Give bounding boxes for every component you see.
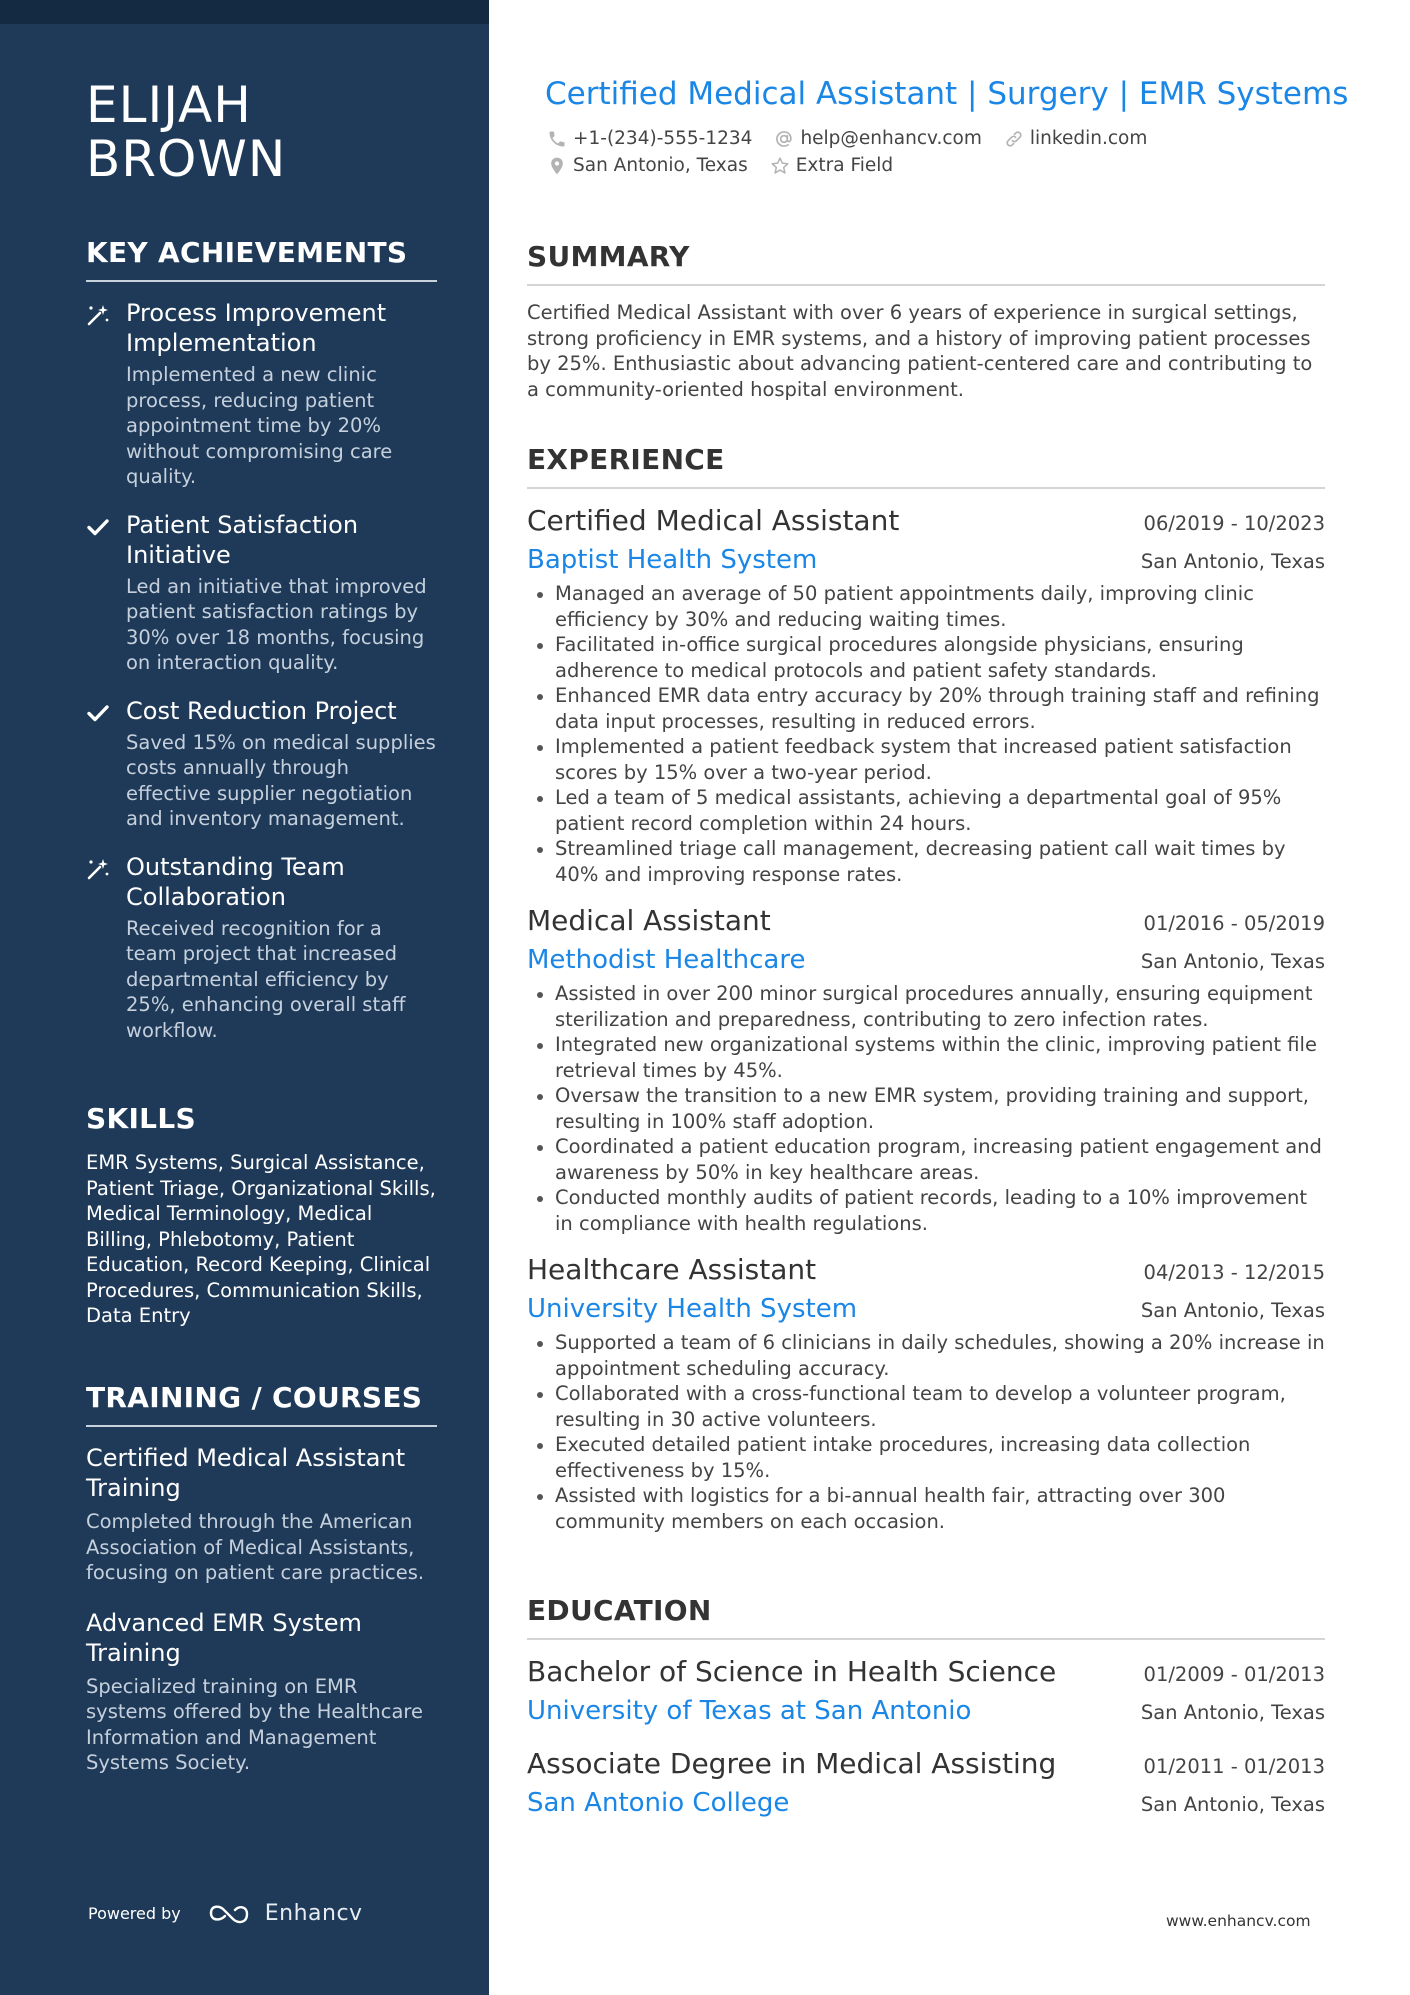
at-sign-icon [774,129,794,149]
checkmark-icon [86,515,110,539]
degree-title: Bachelor of Science in Health Science [527,1655,1057,1688]
enhancv-logo-icon [207,1900,255,1926]
checkmark-icon [86,701,110,725]
location-text: San Antonio, Texas [573,155,748,176]
job-title: Medical Assistant [527,904,771,937]
school-location: San Antonio, Texas [1140,1701,1325,1724]
contact-email [774,128,981,149]
degree-title: Associate Degree in Medical Assisting [527,1747,1057,1780]
course-title: Advanced EMR System Training [86,1608,362,1667]
achievement-title: Patient Satisfaction Initiative [126,510,359,569]
enhancv-brand: Enhancv [264,1900,363,1926]
job-entry [527,503,1325,887]
course-item [86,1608,437,1776]
job-entry [527,1252,1325,1534]
achievement-title: Outstanding Team Collaboration [126,852,345,911]
key-achievements-heading: KEY ACHIEVEMENTS [86,236,437,282]
education-heading: EDUCATION [527,1594,1325,1640]
powered-by [88,1900,363,1926]
education-dates: 01/2011 - 01/2013 [1143,1755,1325,1778]
job-bullet: Supported a team of 6 clinicians in daily schedules, showing a 20% increase in appointment scheduling accuracy. [527,1330,1325,1381]
link-icon [1004,129,1024,149]
job-location: San Antonio, Texas [1140,550,1325,573]
job-dates: 01/2016 - 05/2019 [1143,912,1325,935]
summary-section [527,240,1325,402]
education-section [527,1594,1325,1838]
contact-location [547,155,748,176]
job-location: San Antonio, Texas [1140,1299,1325,1322]
contact-row [547,128,1169,149]
name-first: ELIJAH [86,76,252,134]
education-dates: 01/2009 - 01/2013 [1143,1663,1325,1686]
job-title: Healthcare Assistant [527,1253,817,1286]
magic-wand-icon [86,303,110,327]
school-name: San Antonio College [527,1788,790,1818]
job-entry [527,903,1325,1236]
job-bullet: Coordinated a patient education program, increasing patient engagement and awareness by 50% in key healthcare areas. [527,1134,1325,1185]
job-bullet: Collaborated with a cross-functional team to develop a volunteer program, resulting in 30 active volunteers. [527,1381,1325,1432]
key-achievements-section [86,236,437,1063]
extra-field-text: Extra Field [795,155,894,176]
job-company: University Health System [527,1294,858,1324]
website-link[interactable]: www.enhancv.com [1166,1912,1311,1930]
phone-text: +1-(234)-555-1234 [573,128,753,149]
job-bullets [527,981,1325,1236]
training-section [86,1381,437,1798]
job-bullets [527,1330,1325,1534]
contact-phone [547,128,752,149]
job-title: Certified Medical Assistant [527,504,900,537]
achievement-description: Saved 15% on medical supplies costs annually through effective supplier negotiation and inventory management. [126,730,436,830]
job-bullets [527,581,1325,887]
contact-row-secondary [547,155,915,176]
job-bullet: Oversaw the transition to a new EMR system, providing training and support, resulting in 100% staff adoption. [527,1083,1325,1134]
job-bullet: Assisted with logistics for a bi-annual health fair, attracting over 300 community members on each occasion. [527,1483,1325,1534]
achievement-item [86,852,437,1044]
job-dates: 04/2013 - 12/2015 [1143,1261,1325,1284]
achievement-item [86,510,437,676]
star-icon [770,156,790,176]
course-description: Specialized training on EMR systems offered by the Healthcare Information and Management Systems Society. [86,1674,423,1774]
achievement-title: Process Improvement Implementation [126,299,387,357]
job-bullet: Led a team of 5 medical assistants, achieving a departmental goal of 95% patient record completion within 24 hours. [527,785,1325,836]
achievement-item [86,696,437,832]
powered-by-label: Powered by [88,1903,181,1923]
education-entry [527,1654,1325,1728]
job-location: San Antonio, Texas [1140,950,1325,973]
job-bullet: Facilitated in-office surgical procedures alongside physicians, ensuring adherence to medical protocols and patient safety standards. [527,632,1325,683]
linkedin-text: linkedin.com [1029,128,1148,149]
training-heading: TRAINING / COURSES [86,1381,437,1427]
candidate-name [86,78,466,186]
job-bullet: Enhanced EMR data entry accuracy by 20% through training staff and refining data input processes, resulting in reduced errors. [527,683,1325,734]
job-bullet: Executed detailed patient intake procedures, increasing data collection effectiveness by 15%. [527,1432,1325,1483]
school-name: University of Texas at San Antonio [527,1696,972,1726]
contact-extra [770,155,893,176]
contact-linkedin [1004,128,1147,149]
course-item [86,1443,437,1586]
skills-section [86,1102,437,1329]
achievement-title: Cost Reduction Project [126,696,397,725]
sidebar-top-band [0,0,489,24]
job-bullet: Managed an average of 50 patient appointments daily, improving clinic efficiency by 30% and reducing waiting times. [527,581,1325,632]
job-company: Methodist Healthcare [527,945,806,975]
experience-section [527,443,1325,1550]
achievement-item [86,298,437,490]
headline: Certified Medical Assistant | Surgery | EMR Systems [545,76,1349,112]
achievement-description: Led an initiative that improved patient satisfaction ratings by 30% over 18 months, focusing on interaction quality. [126,574,427,674]
job-bullet: Streamlined triage call management, decreasing patient call wait times by 40% and improving response rates. [527,836,1325,887]
location-pin-icon [547,156,567,176]
skills-heading: SKILLS [86,1102,196,1135]
summary-heading: SUMMARY [527,240,1325,286]
experience-heading: EXPERIENCE [527,443,1325,489]
job-bullet: Assisted in over 200 minor surgical procedures annually, ensuring equipment sterilization and preparedness, contributing to zero infection rates. [527,981,1325,1032]
email-text: help@enhancv.com [800,128,982,149]
job-bullet: Conducted monthly audits of patient records, leading to a 10% improvement in compliance with health regulations. [527,1185,1325,1236]
name-last: BROWN [86,130,287,188]
course-title: Certified Medical Assistant Training [86,1444,406,1502]
magic-wand-icon [86,857,110,881]
achievement-description: Received recognition for a team project that increased departmental efficiency by 25%, enhancing overall staff workflow. [126,916,406,1042]
school-location: San Antonio, Texas [1140,1793,1325,1816]
job-dates: 06/2019 - 10/2023 [1143,512,1325,535]
summary-text: Certified Medical Assistant with over 6 years of experience in surgical settings, strong proficiency in EMR systems, and a history of improving patient processes by 25%. Enthusiastic about advancing patient-centered care and contributing to a community-oriented hospital environment. [527,301,1313,401]
phone-icon [547,129,567,149]
course-description: Completed through the American Association of Medical Assistants, focusing on patient care practices. [86,1510,425,1584]
job-bullet: Implemented a patient feedback system that increased patient satisfaction scores by 15% over a two-year period. [527,734,1325,785]
job-company: Baptist Health System [527,545,818,575]
job-bullet: Integrated new organizational systems within the clinic, improving patient file retrieval times by 45%. [527,1032,1325,1083]
sidebar [0,0,489,1995]
education-entry [527,1746,1325,1820]
skills-list: EMR Systems, Surgical Assistance, Patient Triage, Organizational Skills, Medical Terminology, Medical Billing, Phlebotomy, Patient Education, Record Keeping, Clinical Procedures, Communication Skills, Data Entry [86,1151,436,1327]
achievement-description: Implemented a new clinic process, reducing patient appointment time by 20% without compromising care quality. [126,363,393,488]
